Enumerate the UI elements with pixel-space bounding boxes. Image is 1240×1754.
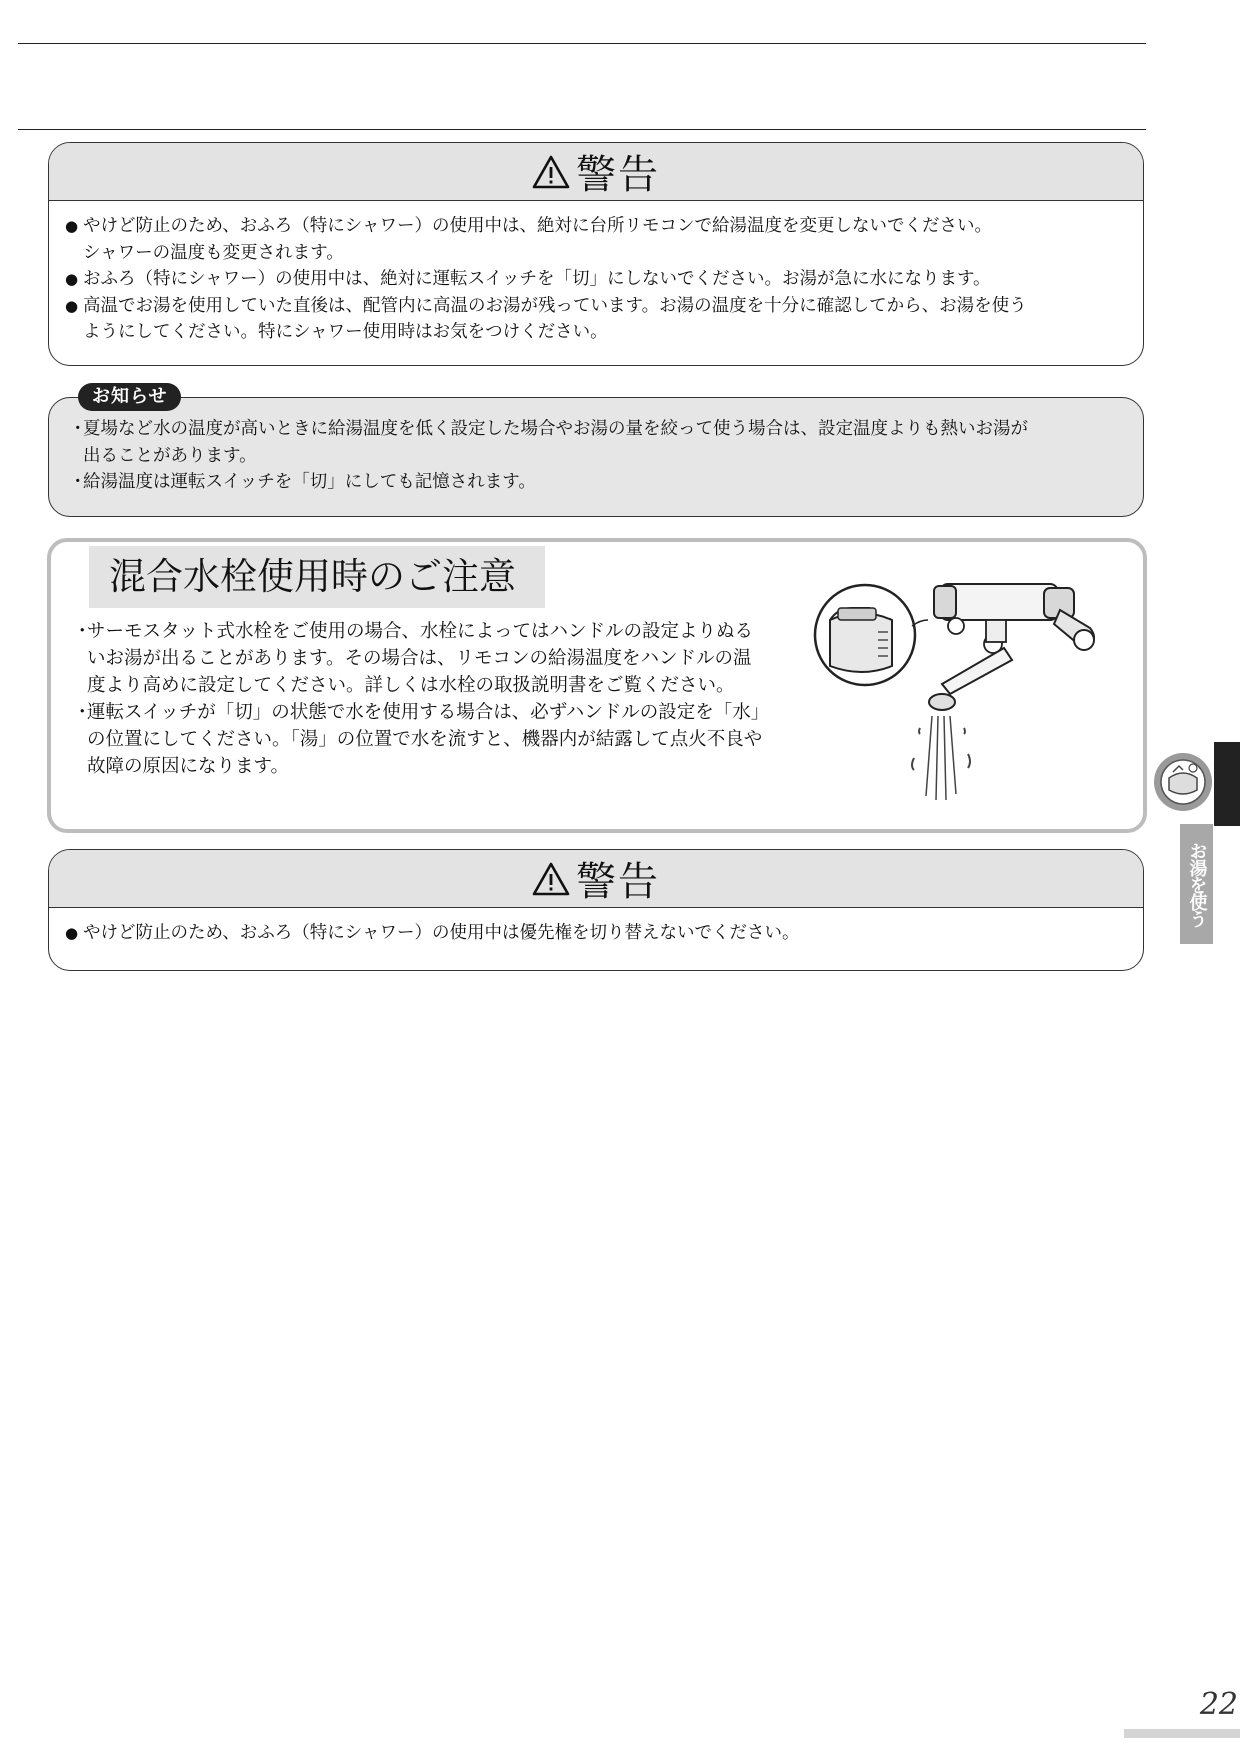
warning-box-1: [48, 142, 1144, 366]
notice-box: [48, 397, 1144, 517]
warning-title-1: 警告: [576, 152, 660, 198]
notice-list: [49, 398, 1143, 496]
warning-header-1: [49, 143, 1143, 201]
warning-title-2: 警告: [576, 859, 660, 905]
bullet-icon: ●: [65, 924, 79, 942]
caution-item: ・ サーモスタット式水栓をご使用の場合、水栓によってはハンドルの設定よりぬる いお湯が出ることがあります。その場合は、リモコンの給湯温度をハンドルの温 度より高めに設定してください。詳しくは水栓の取扱説明書をご覧ください。: [73, 621, 754, 696]
warning-triangle-icon: [532, 862, 570, 896]
header-rule: [18, 129, 1146, 130]
warning-list-2: [49, 908, 1143, 947]
caution-title: 混合水栓使用時のご注意: [89, 546, 545, 608]
warning-triangle-icon: [532, 155, 570, 189]
notice-item: ・ 夏場など水の温度が高いときに給湯温度を低く設定した場合やお湯の量を絞って使う場合は、設定温度よりも熱いお湯が 出ることがあります。: [69, 419, 1028, 466]
caution-item: ・ 運転スイッチが「切」の状態で水を使用する場合は、必ずハンドルの設定を「水」 の位置にしてください。「湯」の位置で水を流すと、機器内が結露して点火不良や 故障の原因になります。: [73, 702, 770, 777]
page-number-bar: [1124, 1729, 1240, 1738]
warning-box-2: [48, 849, 1144, 971]
warning-item: ● やけど防止のため、おふろ（特にシャワー）の使用中は優先権を切り替えないでください。: [65, 920, 1129, 947]
warning-list-1: [49, 201, 1143, 346]
caution-list: [73, 618, 815, 780]
warning-item: ● やけど防止のため、おふろ（特にシャワー）の使用中は、絶対に台所リモコンで給湯温度を変更しないでください。 シャワーの温度も変更されます。: [65, 213, 1129, 266]
warning-item: ● おふろ（特にシャワー）の使用中は、絶対に運転スイッチを「切」にしないでください。お湯が急に水になります。: [65, 266, 1129, 293]
top-rule: [18, 43, 1146, 44]
bullet-icon: ●: [65, 296, 79, 315]
side-tab-marker: [1214, 742, 1240, 826]
bullet-icon: ●: [65, 270, 79, 288]
side-tab-label: お湯を使う: [1180, 824, 1213, 944]
faucet-illustration: [808, 578, 1116, 806]
warning-header-2: [49, 850, 1143, 908]
warning-item: ● 高温でお湯を使用していた直後は、配管内に高温のお湯が残っています。お湯の温度を十分に確認してから、お湯を使う ようにしてください。特にシャワー使用時はお気をつけください。: [65, 293, 1129, 346]
page-number: 22: [1199, 1687, 1238, 1722]
hot-water-icon: [1153, 742, 1215, 826]
bullet-icon: ●: [65, 217, 79, 235]
notice-tag: お知らせ: [78, 383, 181, 411]
notice-item: ・ 給湯温度は運転スイッチを「切」にしても記憶されます。: [69, 472, 536, 492]
